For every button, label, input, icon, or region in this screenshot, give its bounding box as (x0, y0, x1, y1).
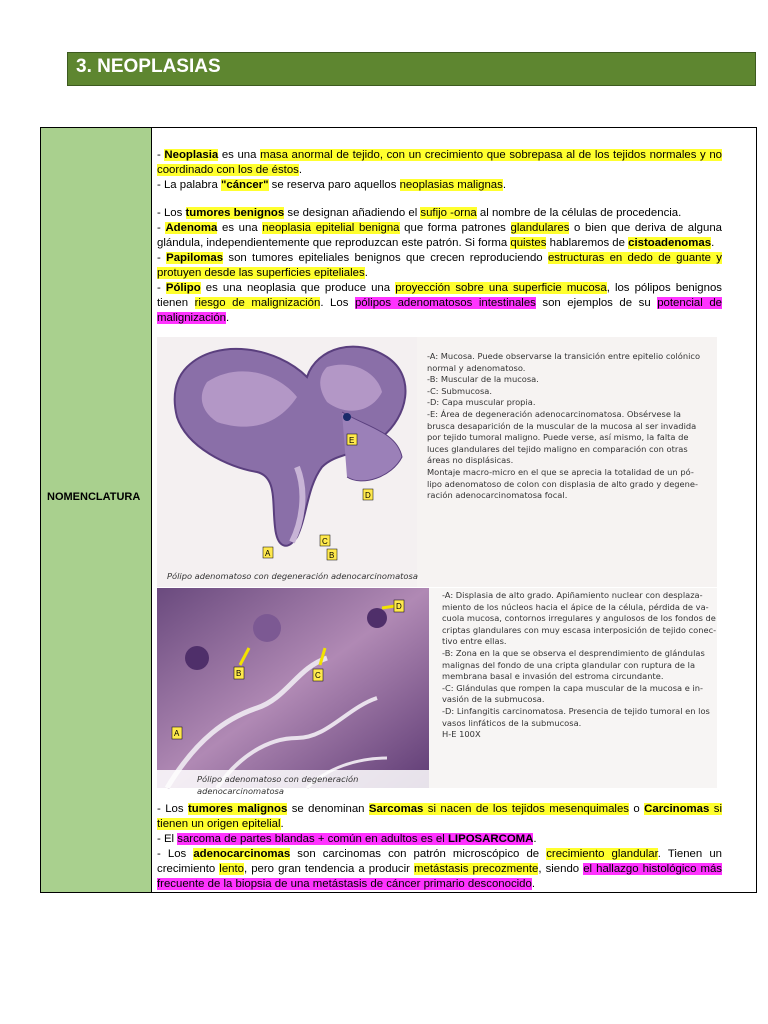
figure2-subcaption: Pólipo adenomatoso con degeneración adenocarcinomatosa (197, 774, 359, 796)
intro-text (157, 148, 722, 193)
paragraph-papilomas: - Papilomas son tumores epiteliales benignos que crecen reproduciendo estructuras en dedo de guante y protuyen desde las superficies epiteliales. (157, 252, 722, 279)
paragraph-neoplasia: - Neoplasia es una masa anormal de tejido, con un crecimiento que sobrepasa al de los tejidos normales y no coordinado con los de éstos. (157, 149, 723, 176)
figure2-caption: -A: Displasia de alto grado. Apiñamiento nuclear con desplaza- miento de los núcleos hacia el ápice de la célula, pérdida de va- cuola mucosa, contornos irregulares y angulosos de los fondos de criptas glandulares con muy escasa interposición de tejido conec- tivo entre ellas. -B: Zona en la que se observa el desprendimiento de glándulas malignas del fondo de una cripta glandular con ruptura de la membrana basal e invasión del estroma circundante. -C: Glándulas que rompen la capa muscular de la mucosa e in- vasión de la submucosa. -D: Linfangitis carcinomatosa. Presencia de tejido tumoral en los vasos linfáticos de la submucosa. H-E 100X (442, 590, 717, 740)
section-title-bar (67, 52, 756, 86)
svg-text:D: D (396, 602, 402, 611)
histology-micro-image (157, 588, 429, 788)
malignant-text (157, 802, 722, 892)
paragraph-adenocarcinomas: - Los adenocarcinomas son carcinomas con patrón microscópico de crecimiento glandular. Tienen un crecimiento lento, pero gran tendencia a producir metástasis precozmente, siendo el hallazgo histológico más frecuente de la biopsia de una metástasis de cáncer primario desconocido. (157, 848, 722, 890)
section-title: 3. NEOPLASIAS (76, 56, 221, 77)
svg-text:B: B (329, 551, 335, 560)
figure-macro-polyp (157, 337, 717, 587)
paragraph-polipo: - Pólipo es una neoplasia que produce una proyección sobre una superficie mucosa, los pólipos benignos tienen riesgo de malignización. Los pólipos adenomatosos intestinales son ejemplos de su potencial de malignización. (157, 282, 723, 324)
paragraph-adenoma: - Adenoma es una neoplasia epitelial benigna que forma patrones glandulares o bien que deriva de alguna glándula, independientemente que reproduzcan este patrón. Si forma quistes hablaremos de cistoadenomas. (157, 222, 723, 249)
row-label: NOMENCLATURA (47, 491, 141, 503)
figure-micro-histology (157, 588, 717, 796)
paragraph-malignos: - Los tumores malignos se denominan Sarcomas si nacen de los tejidos mesenquimales o Carcinomas si tienen un origen epitelial. (157, 803, 722, 830)
figure1-caption: -A: Mucosa. Puede observarse la transición entre epitelio colónico normal y adenomatoso. -B: Muscular de la mucosa. -C: Submucosa. -D: Capa muscular propia. -E: Área de degeneración adenocarcinomatosa. Obsérvese la brusca desaparición de la muscular de la mucosa al ser invadida por tejido tumoral maligno. Puede verse, así mismo, la falta de luces glandulares del tejido maligno en comparación con otras áreas no displásicas. Montaje macro-micro en el que se aprecia la totalidad de un pó- lipo adenomatoso de colon con displasia de alto grado y degene- ración adenocarcinomatosa focal. (427, 351, 701, 501)
benign-text (157, 206, 722, 326)
paragraph-cancer: - La palabra "cáncer" se reserva paro aquellos neoplasias malignas. (157, 179, 506, 191)
svg-text:D: D (365, 491, 371, 500)
svg-text:A: A (265, 549, 271, 558)
paragraph-benign: - Los tumores benignos se designan añadiendo el sufijo -orna al nombre de la células de procedencia. (157, 207, 682, 219)
row-label-cell (41, 128, 152, 892)
paragraph-liposarcoma: - El sarcoma de partes blandas + común en adultos es el LIPOSARCOMA. (157, 833, 537, 845)
svg-text:A: A (174, 729, 180, 738)
figure1-subcaption: Pólipo adenomatoso con degeneración adenocarcinomatosa (167, 571, 418, 581)
svg-text:E: E (349, 436, 355, 445)
svg-text:C: C (322, 537, 328, 546)
svg-text:B: B (236, 669, 242, 678)
svg-text:C: C (315, 671, 321, 680)
